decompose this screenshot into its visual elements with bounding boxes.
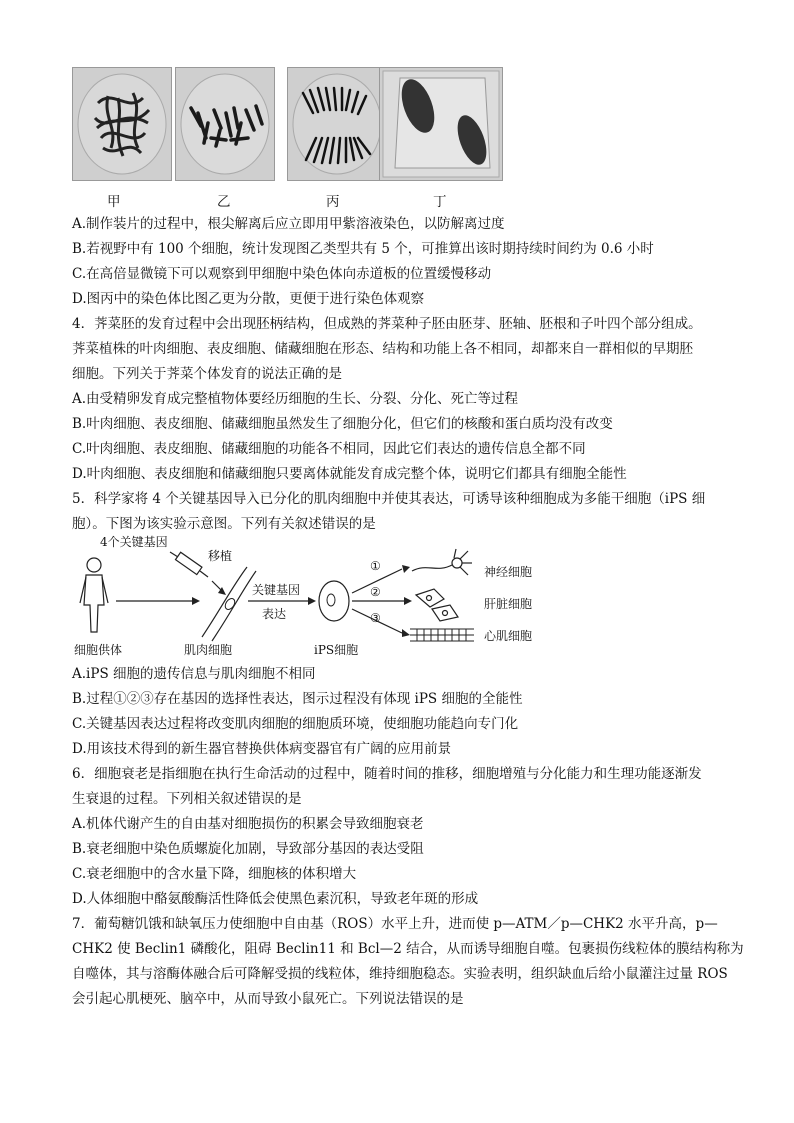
heart-muscle-icon	[410, 629, 474, 641]
muscle-cell-shape	[202, 567, 247, 637]
q6-option-a: A.机体代谢产生的自由基对细胞损伤的积累会导致细胞衰老	[72, 816, 424, 832]
syringe-icon	[170, 552, 208, 577]
expression-label-1: 关键基因	[252, 583, 301, 597]
anaphase-cell-image	[288, 68, 386, 180]
q4-stem-line-1: 4．荠菜胚的发育过程中会出现胚柄结构，但成熟的荠菜种子胚由胚芽、胚轴、胚根和子叶四个部分组成。	[72, 316, 702, 332]
diagram-drawing	[72, 537, 552, 661]
q3-option-d: D.图丙中的染色体比图乙更为分散，更便于进行染色体观察	[72, 291, 425, 307]
liver-cell-label: 肝脏细胞	[484, 597, 533, 611]
liver-cell-icon	[416, 589, 458, 621]
q7-stem-line-3: 自噬体，其与溶酶体融合后可降解受损的线粒体，维持细胞稳态。实验表明，组织缺血后给小鼠灌注过量 ROS	[72, 966, 728, 982]
q3-option-c: C.在高倍显微镜下可以观察到甲细胞中染色体向赤道板的位置缓慢移动	[72, 266, 492, 282]
micrograph-bing	[287, 67, 387, 181]
micrograph-ding	[379, 67, 503, 181]
q5-option-d: D.用该技术得到的新生器官替换供体病变器官有广阔的应用前景	[72, 741, 452, 757]
q4-option-b: B.叶肉细胞、表皮细胞、储藏细胞虽然发生了细胞分化，但它们的核酸和蛋白质均没有改变	[72, 416, 613, 432]
q7-stem-line-4: 会引起心肌梗死、脑卒中，从而导致小鼠死亡。下列说法错误的是	[72, 991, 464, 1007]
q6-stem-line-1: 6．细胞衰老是指细胞在执行生命活动的过程中，随着时间的推移，细胞增殖与分化能力和生理功能逐渐发	[72, 766, 702, 782]
q5-option-b: B.过程①②③存在基因的选择性表达，图示过程没有体现 iPS 细胞的全能性	[72, 691, 523, 707]
label-ding: 丁	[433, 194, 447, 210]
q5-stem-line-2: 胞）。下图为该实验示意图。下列有关叙述错误的是	[72, 516, 376, 532]
micrograph-yi	[175, 67, 275, 181]
q4-stem-line-3: 细胞。下列关于荠菜个体发育的说法正确的是	[72, 366, 342, 382]
q6-option-b: B.衰老细胞中染色质螺旋化加剧，导致部分基因的表达受阻	[72, 841, 424, 857]
q5-option-c: C.关键基因表达过程将改变肌肉细胞的细胞质环境，使细胞功能趋向专门化	[72, 716, 519, 732]
metaphase-cell-image	[176, 68, 274, 180]
q7-stem-line-1: 7．葡萄糖饥饿和缺氧压力使细胞中自由基（ROS）水平上升，进而使 p—ATM／p—CHK2 水平升高，p—	[72, 916, 718, 932]
step-3-label: ③	[370, 611, 381, 625]
heart-cell-label: 心肌细胞	[484, 629, 533, 643]
q5-option-a: A.iPS 细胞的遗传信息与肌肉细胞不相同	[72, 666, 316, 682]
donor-label: 细胞供体	[74, 643, 123, 657]
ips-cell-label: iPS细胞	[314, 643, 359, 657]
ips-experiment-diagram	[72, 537, 552, 661]
q6-option-c: C.衰老细胞中的含水量下降，细胞核的体积增大	[72, 866, 357, 882]
q4-option-d: D.叶肉细胞、表皮细胞和储藏细胞只要离体就能发育成完整个体，说明它们都具有细胞全能性	[72, 466, 627, 482]
q3-option-a: A.制作装片的过程中，根尖解离后应立即用甲紫溶液染色，以防解离过度	[72, 216, 505, 232]
micrograph-jia	[72, 67, 172, 181]
q4-stem-line-2: 荠菜植株的叶肉细胞、表皮细胞、储藏细胞在形态、结构和功能上各不相同，却都来自一群相似的早期胚	[72, 341, 693, 357]
q4-option-c: C.叶肉细胞、表皮细胞、储藏细胞的功能各不相同，因此它们表达的遗传信息全都不同	[72, 441, 586, 457]
human-figure-icon	[80, 558, 108, 632]
telophase-cell-image	[380, 68, 502, 180]
step-2-label: ②	[370, 585, 381, 599]
label-bing: 丙	[326, 194, 340, 210]
step-1-label: ①	[370, 559, 381, 573]
muscle-cell-label: 肌肉细胞	[184, 643, 233, 657]
nerve-cell-icon	[412, 549, 472, 575]
q4-option-a: A.由受精卵发育成完整植物体要经历细胞的生长、分裂、分化、死亡等过程	[72, 391, 519, 407]
label-yi: 乙	[217, 194, 231, 210]
transplant-label: 移植	[208, 549, 233, 563]
q6-stem-line-2: 生衰退的过程。下列相关叙述错误的是	[72, 791, 302, 807]
prophase-cell-image	[73, 68, 171, 180]
genes-label: 4个关键基因	[100, 535, 168, 549]
q5-stem-line-1: 5．科学家将 4 个关键基因导入已分化的肌肉细胞中并使其表达，可诱导该种细胞成为多能干细胞（iPS 细	[72, 491, 706, 507]
q6-option-d: D.人体细胞中酪氨酸酶活性降低会使黑色素沉积，导致老年斑的形成	[72, 891, 479, 907]
expression-label-2: 表达	[262, 607, 287, 621]
q7-stem-line-2: CHK2 使 Beclin1 磷酸化，阻碍 Beclin11 和 Bcl—2 结合，从而诱导细胞自噬。包裹损伤线粒体的膜结构称为	[72, 941, 744, 957]
nerve-cell-label: 神经细胞	[484, 565, 533, 579]
q3-option-b: B.若视野中有 100 个细胞，统计发现图乙类型共有 5 个，可推算出该时期持续时间约为 0.6 小时	[72, 241, 654, 257]
label-jia: 甲	[107, 194, 121, 210]
